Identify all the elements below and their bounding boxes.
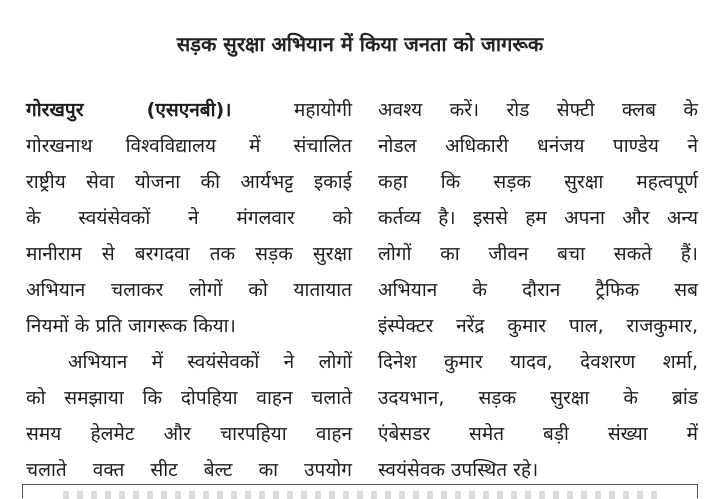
next-article-border	[22, 484, 698, 498]
body-line: स्वयंसेवक उपस्थित रहे।	[378, 459, 539, 481]
body-line: को समझाया कि दोपहिया वाहन चलाते	[26, 387, 352, 409]
body-line: अवश्य करें। रोड सेफ्टी क्लब के	[378, 99, 698, 121]
body-line: इंस्पेक्टर नरेंद्र कुमार पाल, राजकुमार,	[378, 315, 698, 337]
body-line: दिनेश कुमार यादव, देवशरण शर्मा,	[378, 351, 698, 373]
body-line: उदयभान, सड़क सुरक्षा के ब्रांड	[378, 387, 698, 409]
body-line-text: महायोगी	[231, 99, 352, 121]
headline: सड़क सुरक्षा अभियान में किया जनता को जागरूक	[176, 32, 544, 56]
body-line: चलाते वक्त सीट बेल्ट का उपयोग	[26, 459, 352, 481]
body-line: के स्वयंसेवकों ने मंगलवार को	[26, 207, 352, 229]
body-line: लोगों का जीवन बचा सकते हैं।	[378, 243, 698, 265]
body-line: कहा कि सड़क सुरक्षा महत्वपूर्ण	[378, 171, 698, 193]
body-line: नियमों के प्रति जागरूक किया।	[26, 315, 236, 337]
body-line: कर्तव्य है। इससे हम अपना और अन्य	[378, 207, 698, 229]
body-line: अभियान में स्वयंसेवकों ने लोगों	[68, 351, 352, 373]
body-line: मानीराम से बरगदवा तक सड़क सुरक्षा	[26, 243, 352, 265]
dateline: गोरखपुर (एसएनबी)।	[26, 99, 232, 121]
column-right	[378, 92, 698, 488]
body-line	[26, 92, 352, 128]
body-line: एंबेसडर समेत बड़ी संख्या में	[378, 423, 698, 445]
body-line: नोडल अधिकारी धनंजय पाण्डेय ने	[378, 135, 698, 157]
column-left	[26, 92, 352, 488]
body-line: अभियान के दौरान ट्रैफिक सब	[378, 279, 698, 301]
body-line: अभियान चलाकर लोगों को यातायात	[26, 279, 352, 301]
body-line: राष्ट्रीय सेवा योजना की आर्यभट्ट इकाई	[26, 171, 352, 193]
body-line: समय हेलमेट और चारपहिया वाहन	[26, 423, 352, 445]
body-line: गोरखनाथ विश्वविद्यालय में संचालित	[26, 135, 352, 157]
